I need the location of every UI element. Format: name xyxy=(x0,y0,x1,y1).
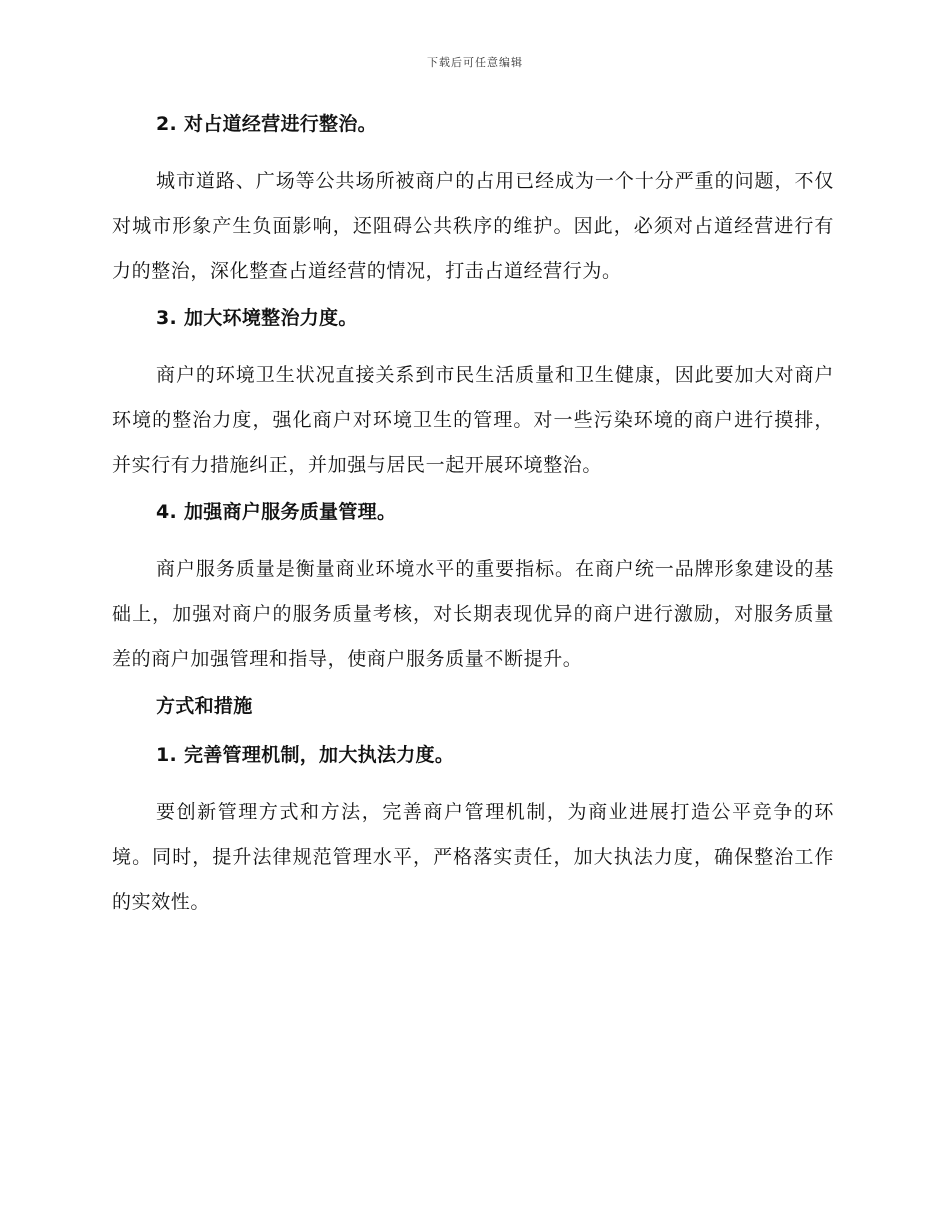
section-paragraph-mechanism: 要创新管理方式和方法，完善商户管理机制，为商业进展打造公平竞争的环境。同时，提升法律规范管理水平，严格落实责任，加大执法力度，确保整治工作的实效性。 xyxy=(112,801,834,913)
page-header-note: 下载后可任意编辑 xyxy=(427,56,523,69)
section-heading-environment: 3. 加大环境整治力度。 xyxy=(156,307,358,329)
section-paragraph-environment: 商户的环境卫生状况直接关系到市民生活质量和卫生健康，因此要加大对商户环境的整治力度，强化商户对环境卫生的管理。对一些污染环境的商户进行摸排，并实行有力措施纠正，并加强与居民一起开展环境整治。 xyxy=(112,364,834,476)
section-paragraph-service-quality: 商户服务质量是衡量商业环境水平的重要指标。在商户统一品牌形象建设的基础上，加强对商户的服务质量考核，对长期表现优异的商户进行激励，对服务质量差的商户加强管理和指导，使商户服务质量不断提升。 xyxy=(112,558,834,670)
section-heading-mechanism: 1. 完善管理机制，加大执法力度。 xyxy=(156,744,455,766)
document-body xyxy=(112,110,834,925)
section-heading-service-quality: 4. 加强商户服务质量管理。 xyxy=(156,501,397,523)
section-paragraph-occupation: 城市道路、广场等公共场所被商户的占用已经成为一个十分严重的问题，不仅对城市形象产生负面影响，还阻碍公共秩序的维护。因此，必须对占道经营进行有力的整治，深化整查占道经营的情况，打击占道经营行为。 xyxy=(112,170,834,282)
section-heading-occupation: 2. 对占道经营进行整治。 xyxy=(156,113,377,135)
section-heading-methods: 方式和措施 xyxy=(156,695,253,717)
